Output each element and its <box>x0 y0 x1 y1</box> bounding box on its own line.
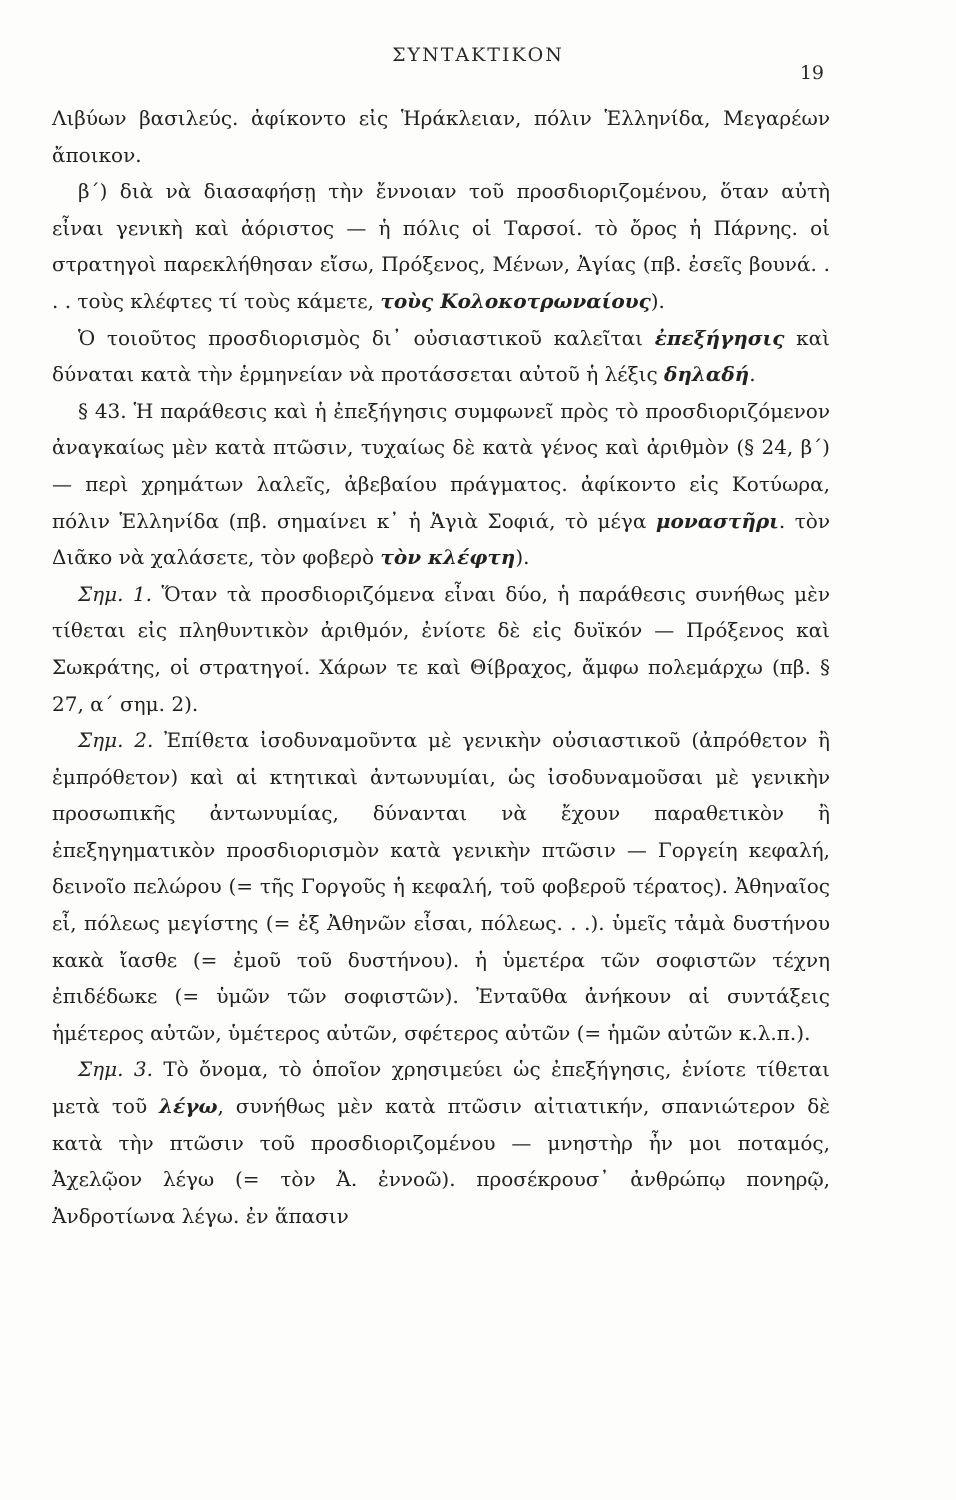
bold-term: ἐπεξήγησις <box>654 325 785 350</box>
paragraph <box>52 173 830 319</box>
text-run: β΄) διὰ νὰ διασαφήσῃ τὴν ἔννοιαν τοῦ προσδιοριζομένου, ὅταν αὐτὴ εἶναι γενικὴ καὶ ἀόριστος — ἡ πόλις οἱ Ταρσοί. τὸ ὄρος ἡ Πάρνης. οἱ στρατηγοὶ παρεκλήθησαν εἴσω, Πρόξενος, Μένων, Ἀγίας (πβ. ἐσεῖς βουνά. . . . τοὺς κλέφτες τί τοὺς κάμετε, <box>52 179 830 313</box>
running-head: ΣΥΝΤΑΚΤΙΚΟΝ <box>392 44 564 66</box>
paragraph <box>52 576 830 722</box>
page-number: 19 <box>799 62 824 84</box>
bold-term: τὸν κλέφτη <box>380 545 516 570</box>
bold-term: τοὺς Κολοκοτρωναίους <box>380 288 651 313</box>
text-run: Ὅταν τὰ προσδιοριζόμενα εἶναι δύο, ἡ παράθεσις συνήθως μὲν τίθεται εἰς πληθυντικὸν ἀριθμόν, ἐνίοτε δὲ εἰς δυϊκόν — Πρόξενος καὶ Σωκράτης, οἱ στρατηγοί. Χάρων τε καὶ Θίβραχος, ἄμφω πολεμάρχω (πβ. § 27, α΄ σημ. 2). <box>52 581 830 716</box>
text-run: . τὸν Διᾶκο νὰ χαλάσετε, τὸν φοβερὸ <box>52 508 830 570</box>
bold-term: μοναστῆρι <box>655 508 779 533</box>
text-run: ). <box>515 545 530 570</box>
text-run: ). <box>650 288 665 313</box>
note-label: Σημ. 3. <box>78 1057 153 1082</box>
text-run: Τὸ ὄνομα, τὸ ὁποῖον χρησιμεύει ὡς ἐπεξήγησις, ἐνίοτε τίθεται μετὰ τοῦ <box>52 1057 830 1119</box>
bold-term: δηλαδή <box>664 362 750 387</box>
note-label: Σημ. 2. <box>78 728 154 753</box>
paragraph <box>52 100 830 173</box>
body-text <box>52 100 830 1234</box>
note-label: Σημ. 1. <box>78 581 152 606</box>
paragraph <box>52 393 830 576</box>
paragraph <box>52 722 830 1051</box>
text-run: Ἐπίθετα ἰσοδυναμοῦντα μὲ γενικὴν οὐσιαστικοῦ (ἀπρόθετον ἢ ἐμπρόθετον) καὶ αἱ κτητικαὶ ἀντωνυμίαι, ὡς ἰσοδυναμοῦσαι μὲ γενικὴν προσωπικῆς ἀντωνυμίας, δύνανται νὰ ἔχουν παραθετικὸν ἢ ἐπεξηγηματικὸν προσδιορισμὸν κατὰ γενικὴν πτῶσιν — Γοργείη κεφαλή, δεινοῖο πελώρου (= τῆς Γοργοῦς ἡ κεφαλή, τοῦ φοβεροῦ τέρατος). Ἀθηναῖος εἶ, πόλεως μεγίστης (= ἐξ Ἀθηνῶν εἶσαι, πόλεως. . .). ὑμεῖς τἀμὰ δυστήνου κακὰ ἴασθε (= ἐμοῦ τοῦ δυστήνου). ἡ ὑμετέρα τῶν σοφιστῶν τέχνη ἐπιδέδωκε (= ὑμῶν τῶν σοφιστῶν). Ἐνταῦθα ἀνήκουν αἱ συντάξεις ἡμέτερος αὐτῶν, ὑμέτερος αὐτῶν, σφέτερος αὐτῶν (= ἡμῶν αὐτῶν κ.λ.π.). <box>52 728 831 1045</box>
text-run: . <box>749 362 756 387</box>
text-run: , συνήθως μὲν κατὰ πτῶσιν αἰτιατικήν, σπανιώτερον δὲ κατὰ τὴν πτῶσιν τοῦ προσδιοριζομένου — μνηστὴρ ἦν μοι ποταμός, Ἀχελῷον λέγω (= τὸν Ἀ. ἐννοῶ). προσέκρουσ᾿ ἀνθρώπῳ πονηρῷ, Ἀνδροτίωνα λέγω. ἐν ἅπασιν <box>52 1094 830 1228</box>
bold-term: λέγω <box>159 1094 218 1119</box>
text-run: καὶ δύναται κατὰ τὴν ἑρμηνείαν νὰ προτάσσεται αὐτοῦ ἡ λέξις <box>52 325 830 387</box>
paragraph <box>52 1051 830 1234</box>
text-run: Ὁ τοιοῦτος προσδιορισμὸς δι᾿ οὐσιαστικοῦ καλεῖται <box>78 325 655 350</box>
text-run: § 43. Ἡ παράθεσις καὶ ἡ ἐπεξήγησις συμφωνεῖ πρὸς τὸ προσδιοριζόμενον ἀναγκαίως μὲν κατὰ πτῶσιν, τυχαίως δὲ κατὰ γένος καὶ ἀριθμὸν (§ 24, β΄) — περὶ χρημάτων λαλεῖς, ἀβεβαίου πράγματος. ἀφίκοντο εἰς Κοτύωρα, πόλιν Ἑλληνίδα (πβ. σημαίνει κ᾿ ἡ Ἁγιὰ Σοφιά, τὸ μέγα <box>52 398 830 533</box>
paragraph <box>52 320 830 393</box>
text-run: Λιβύων βασιλεύς. ἀφίκοντο εἰς Ἡράκλειαν, πόλιν Ἑλληνίδα, Μεγαρέων ἄποικον. <box>52 106 830 167</box>
